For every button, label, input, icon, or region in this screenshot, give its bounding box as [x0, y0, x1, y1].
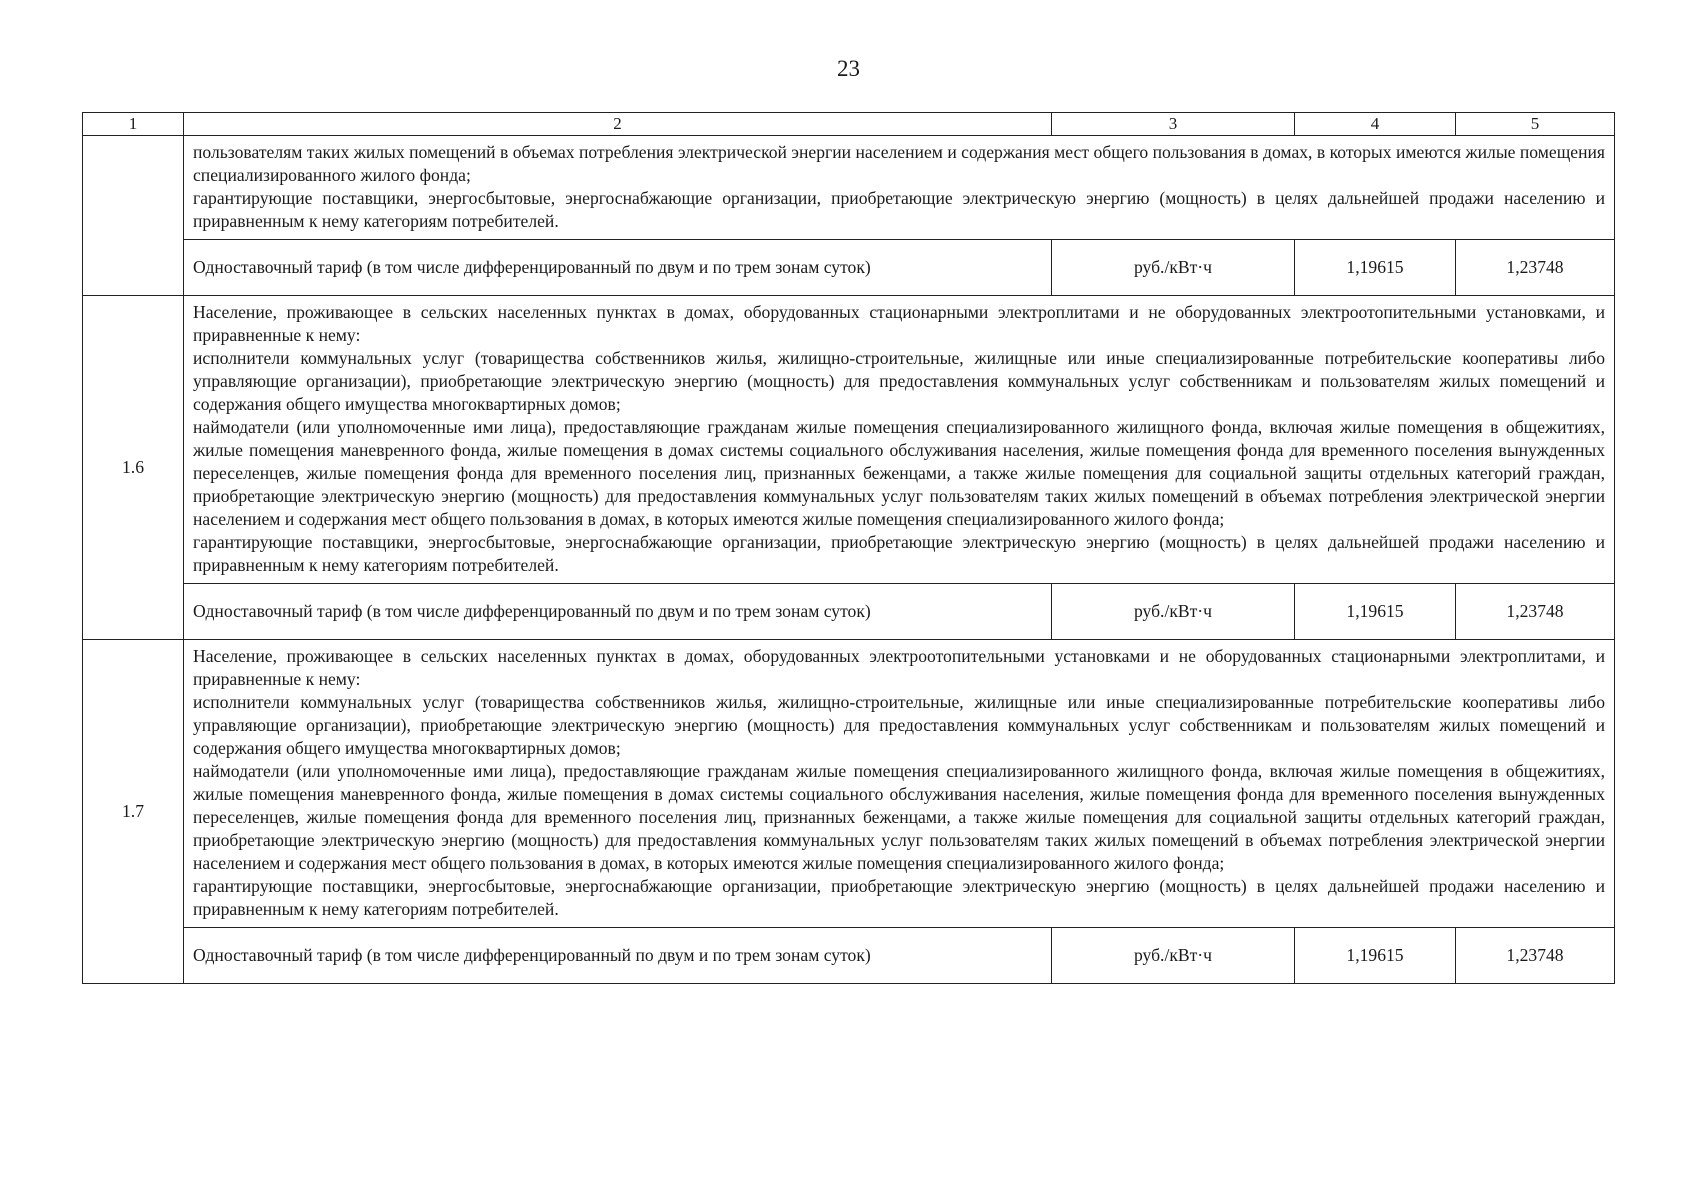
consumer-category-description: [184, 296, 1615, 584]
tariff-name-cell: Одноставочный тариф (в том числе дифференцированный по двум и по трем зонам суток): [184, 240, 1052, 296]
value-col4-cell: 1,19615: [1295, 584, 1456, 640]
page-number: 23: [837, 56, 860, 81]
description-paragraph: наймодатели (или уполномоченные ими лица), предоставляющие гражданам жилые помещения специализированного жилищного фонда, включая жилые помещения в общежитиях, жилые помещения маневренного фонда, жилые помещения в домах системы социального обслуживания населения, жилые помещения фонда для временного поселения вынужденных переселенцев, жилые помещения фонда для временного поселения лиц, признанных беженцами, а также жилые помещения для социальной защиты отдельных категорий граждан, приобретающие электрическую энергию (мощность) для предоставления коммунальных услуг пользователям таких жилых помещений в объемах потребления электрической энергии населением и содержания мест общего пользования в домах, в которых имеются жилые помещения специализированного жилого фонда;: [193, 761, 1605, 873]
unit-cell: руб./кВт·ч: [1052, 584, 1295, 640]
tariff-table: [82, 112, 1615, 984]
header-cell-3: 3: [1052, 113, 1295, 136]
value-col5-cell: 1,23748: [1456, 928, 1615, 984]
value-col4-cell: 1,19615: [1295, 928, 1456, 984]
row-number: 1.7: [83, 640, 184, 984]
tariff-name-cell: Одноставочный тариф (в том числе дифференцированный по двум и по трем зонам суток): [184, 584, 1052, 640]
description-row: [83, 136, 1615, 240]
tariff-row: [83, 240, 1615, 296]
description-paragraph: исполнители коммунальных услуг (товарищества собственников жилья, жилищно-строительные, жилищные или иные специализированные потребительские кооперативы либо управляющие организации), приобретающие электрическую энергию (мощность) для предоставления коммунальных услуг собственникам и пользователям жилых помещений и содержания общего имущества многоквартирных домов;: [193, 692, 1605, 758]
description-paragraph: гарантирующие поставщики, энергосбытовые, энергоснабжающие организации, приобретающие электрическую энергию (мощность) в целях дальнейшей продажи населению и приравненным к нему категориям потребителей.: [193, 876, 1605, 919]
header-cell-5: 5: [1456, 113, 1615, 136]
description-paragraph: гарантирующие поставщики, энергосбытовые, энергоснабжающие организации, приобретающие электрическую энергию (мощность) в целях дальнейшей продажи населению и приравненным к нему категориям потребителей.: [193, 188, 1605, 231]
value-col5-cell: 1,23748: [1456, 240, 1615, 296]
value-col4-cell: 1,19615: [1295, 240, 1456, 296]
description-paragraph: пользователям таких жилых помещений в объемах потребления электрической энергии населением и содержания мест общего пользования в домах, в которых имеются жилые помещения специализированного жилого фонда;: [193, 142, 1605, 185]
consumer-category-description: [184, 136, 1615, 240]
tariff-row: [83, 584, 1615, 640]
value-col5-cell: 1,23748: [1456, 584, 1615, 640]
description-paragraph: гарантирующие поставщики, энергосбытовые, энергоснабжающие организации, приобретающие электрическую энергию (мощность) в целях дальнейшей продажи населению и приравненным к нему категориям потребителей.: [193, 532, 1605, 575]
tariff-name-cell: Одноставочный тариф (в том числе дифференцированный по двум и по трем зонам суток): [184, 928, 1052, 984]
header-cell-4: 4: [1295, 113, 1456, 136]
row-number: 1.6: [83, 296, 184, 640]
description-row: [83, 640, 1615, 928]
unit-cell: руб./кВт·ч: [1052, 240, 1295, 296]
description-paragraph: наймодатели (или уполномоченные ими лица), предоставляющие гражданам жилые помещения специализированного жилищного фонда, включая жилые помещения в общежитиях, жилые помещения маневренного фонда, жилые помещения в домах системы социального обслуживания населения, жилые помещения фонда для временного поселения вынужденных переселенцев, жилые помещения фонда для временного поселения лиц, признанных беженцами, а также жилые помещения для социальной защиты отдельных категорий граждан, приобретающие электрическую энергию (мощность) для предоставления коммунальных услуг пользователям таких жилых помещений в объемах потребления электрической энергии населением и содержания мест общего пользования в домах, в которых имеются жилые помещения специализированного жилого фонда;: [193, 417, 1605, 529]
row-number: [83, 136, 184, 296]
header-row: [83, 113, 1615, 136]
header-cell-2: 2: [184, 113, 1052, 136]
unit-cell: руб./кВт·ч: [1052, 928, 1295, 984]
description-paragraph: исполнители коммунальных услуг (товарищества собственников жилья, жилищно-строительные, жилищные или иные специализированные потребительские кооперативы либо управляющие организации), приобретающие электрическую энергию (мощность) для предоставления коммунальных услуг собственникам и пользователям жилых помещений и содержания общего имущества многоквартирных домов;: [193, 348, 1605, 414]
header-cell-1: 1: [83, 113, 184, 136]
tariff-row: [83, 928, 1615, 984]
consumer-category-description: [184, 640, 1615, 928]
description-paragraph: Население, проживающее в сельских населенных пунктах в домах, оборудованных электроотопительными установками и не оборудованных стационарными электроплитами, и приравненные к нему:: [193, 646, 1605, 689]
description-paragraph: Население, проживающее в сельских населенных пунктах в домах, оборудованных стационарными электроплитами и не оборудованных электроотопительными установками, и приравненные к нему:: [193, 302, 1605, 345]
description-row: [83, 296, 1615, 584]
